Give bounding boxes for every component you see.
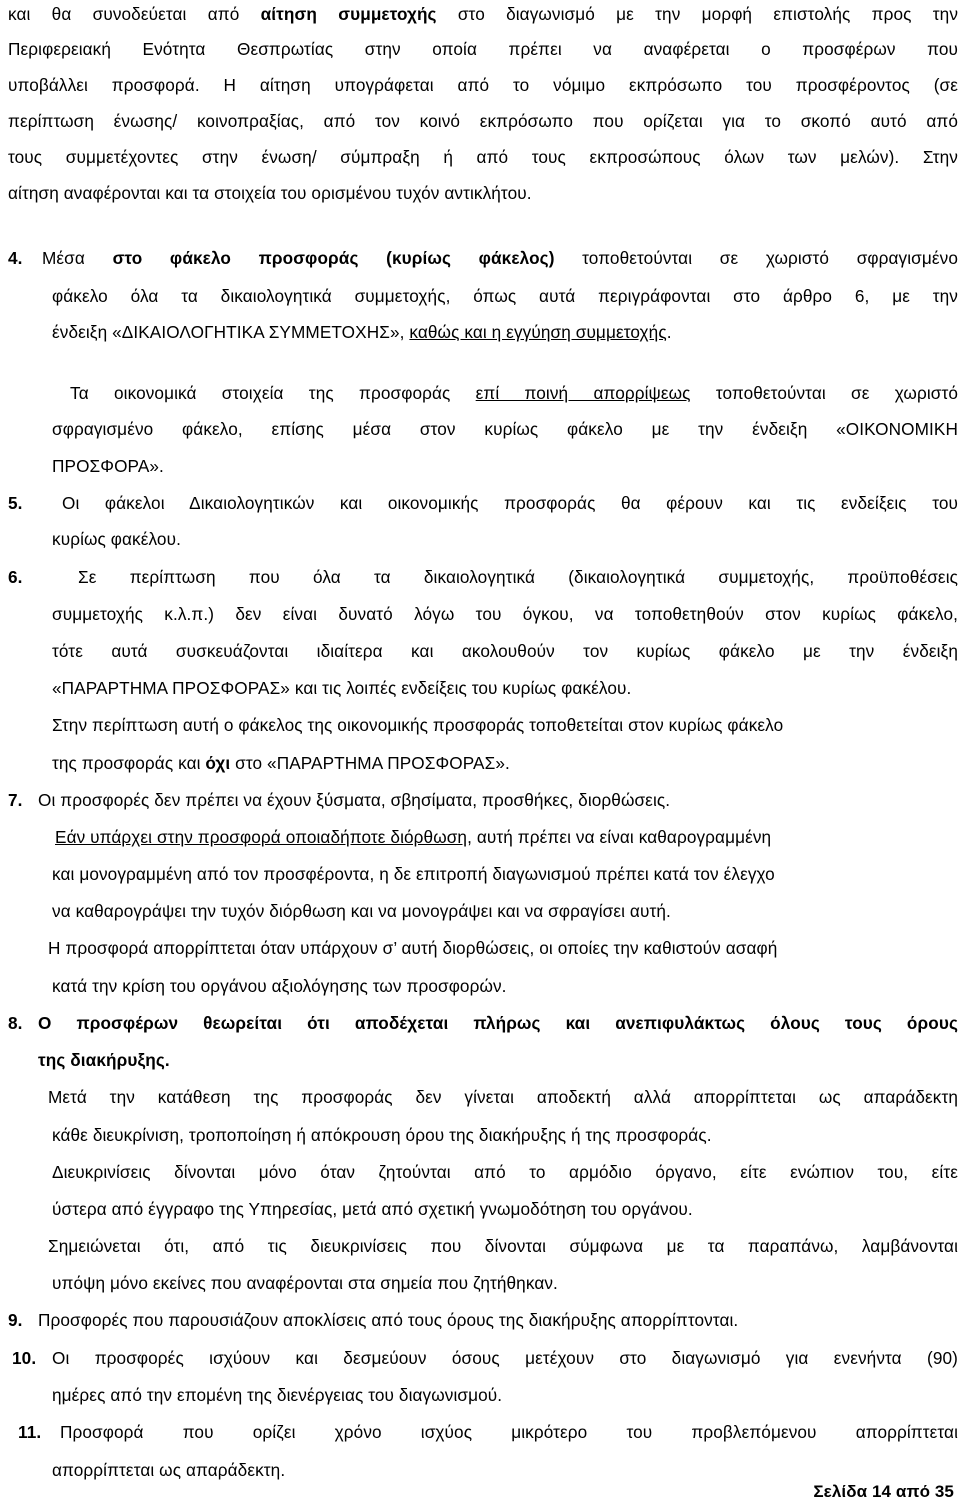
text-underlined: Εάν υπάρχει στην προσφορά οποιαδήποτε διόρθωση — [55, 827, 468, 847]
item-6-line-1: Σε περίπτωση που όλα τα δικαιολογητικά (δικαιολογητικά συμμετοχής, προϋποθέσεις — [78, 567, 958, 587]
intro-line-4: περίπτωση ένωσης/ κοινοπραξίας, από τον κοινό εκπρόσωπο που ορίζεται για το σκοπό αυτό από — [8, 111, 958, 131]
item-4-line-1 — [42, 247, 958, 269]
text: Μέσα — [42, 248, 113, 268]
item-6-line-6 — [52, 752, 510, 774]
item-9-line-1: Προσφορές που παρουσιάζουν αποκλίσεις από τους όρους της διακήρυξης απορρίπτονται. — [38, 1310, 739, 1330]
item-7-line-3: και μονογραμμένη από τον προσφέροντα, η δε επιτροπή διαγωνισμού πρέπει κατά τον έλεγχο — [52, 864, 775, 884]
item-8-line-6: ύστερα από έγγραφο της Υπηρεσίας, μετά από σχετική γνωμοδότηση του οργάνου. — [52, 1199, 693, 1219]
item-7-line-4: να καθαρογράψει την τυχόν διόρθωση και να μονογράψει και να σφραγίσει αυτή. — [52, 901, 671, 921]
text: στο διαγωνισμό με την μορφή επιστολής προς την — [436, 4, 959, 24]
item-10-line-2: ημέρες από την επομένη της διενέργειας του διαγωνισμού. — [52, 1385, 503, 1405]
item-8-line-4: κάθε διευκρίνιση, τροποποίηση ή απόκρουση όρου της διακήρυξης ή της προσφοράς. — [52, 1125, 712, 1145]
item-7-line-2 — [55, 826, 771, 848]
intro-line-2: Περιφερειακή Ενότητα Θεσπρωτίας στην οποία πρέπει να αναφέρεται ο προσφέρων που — [8, 39, 958, 59]
item-8-line-2: της διακήρυξης. — [38, 1050, 170, 1070]
item-6-line-4: «ΠΑΡΑΡΤΗΜΑ ΠΡΟΣΦΟΡΑΣ» και τις λοιπές ενδείξεις του κυρίως φακέλου. — [52, 678, 632, 698]
item-4-para2-line-3: ΠΡΟΣΦΟΡΑ». — [52, 456, 164, 476]
text: και θα συνοδεύεται από — [8, 4, 261, 24]
item-11-line-2: απορρίπτεται ως απαράδεκτη. — [52, 1460, 286, 1480]
item-7-line-6: κατά την κρίση του οργάνου αξιολόγησης των προσφορών. — [52, 976, 507, 996]
item-7-line-5: Η προσφορά απορρίπτεται όταν υπάρχουν σ’ αυτή διορθώσεις, οι οποίες την καθιστούν ασαφή — [48, 938, 778, 958]
item-8-line-8: υπόψη μόνο εκείνες που αναφέρονται στα σημεία που ζητήθηκαν. — [52, 1273, 558, 1293]
text: . — [666, 322, 672, 342]
item-8-line-5: Διευκρινίσεις δίνονται μόνο όταν ζητούνται από το αρμόδιο όργανο, είτε ενώπιον του, είτε — [52, 1162, 958, 1182]
text-bold: στο φάκελο προσφοράς (κυρίως φάκελος) — [112, 248, 555, 268]
item-6-number: 6. — [8, 567, 23, 587]
item-4-para2-line-2: σφραγισμένο φάκελο, επίσης μέσα στον κυρίως φάκελο με την ένδειξη «ΟΙΚΟΝΟΜΙΚΗ — [52, 419, 958, 439]
item-10-line-1: Οι προσφορές ισχύουν και δεσμεύουν όσους μετέχουν στο διαγωνισμό για ενενήντα (90) — [52, 1348, 958, 1368]
item-4-line-2: φάκελο όλα τα δικαιολογητικά συμμετοχής, όπως αυτά περιγράφονται στο άρθρο 6, με την — [52, 286, 958, 306]
text: Τα οικονομικά στοιχεία της προσφοράς — [70, 383, 476, 403]
text: της προσφοράς και — [52, 753, 206, 773]
intro-line-3: υποβάλλει προσφορά. Η αίτηση υπογράφεται από το νόμιμο εκπρόσωπο του προσφέροντος (σε — [8, 75, 958, 95]
item-4-para2-line-1 — [70, 382, 958, 404]
item-9-number: 9. — [8, 1310, 23, 1330]
intro-line-6: αίτηση αναφέρονται και τα στοιχεία του ορισμένου τυχόν αντικλήτου. — [8, 183, 532, 203]
text-bold: όχι — [205, 753, 231, 773]
item-6-line-3: τότε αυτά συσκευάζονται ιδιαίτερα και ακολουθούν τον κυρίως φάκελο με την ένδειξη — [52, 641, 958, 661]
item-11-line-1: Προσφορά που ορίζει χρόνο ισχύος μικρότερο του προβλεπόμενου απορρίπτεται — [60, 1422, 958, 1442]
item-4-number: 4. — [8, 248, 23, 268]
item-7-line-1: Οι προσφορές δεν πρέπει να έχουν ξύσματα, σβησίματα, προσθήκες, διορθώσεις. — [38, 790, 671, 810]
item-5-number: 5. — [8, 493, 23, 513]
intro-line-1 — [8, 3, 958, 25]
text: τοποθετούνται σε χωριστό — [690, 383, 958, 403]
item-6-line-5: Στην περίπτωση αυτή ο φάκελος της οικονομικής προσφοράς τοποθετείται στον κυρίως φάκελο — [52, 715, 784, 735]
item-8-line-1: Ο προσφέρων θεωρείται ότι αποδέχεται πλήρως και ανεπιφυλάκτως όλους τους όρους — [38, 1013, 958, 1033]
item-8-line-3: Μετά την κατάθεση της προσφοράς δεν γίνεται αποδεκτή αλλά απορρίπτεται ως απαράδεκτη — [48, 1087, 958, 1107]
item-7-number: 7. — [8, 790, 23, 810]
item-4-line-3 — [52, 321, 672, 343]
page-number: Σελίδα 14 από 35 — [813, 1482, 954, 1501]
text-bold: αίτηση συμμετοχής — [260, 4, 437, 24]
item-11-number: 11. — [18, 1422, 42, 1442]
text: τοποθετούνται σε χωριστό σφραγισμένο — [554, 248, 958, 268]
intro-line-5: τους συμμετέχοντες στην ένωση/ σύμπραξη ή από τους εκπροσώπους όλων των μελών). Στην — [8, 147, 958, 167]
item-5-line-2: κυρίως φακέλου. — [52, 529, 181, 549]
item-5-line-1: Οι φάκελοι Δικαιολογητικών και οικονομικής προσφοράς θα φέρουν και τις ενδείξεις του — [62, 493, 958, 513]
text: ένδειξη «ΔΙΚΑΙΟΛΟΓΗΤΙΚΑ ΣΥΜΜΕΤΟΧΗΣ», — [52, 322, 410, 342]
text-underlined: επί ποινή απορρίψεως — [475, 383, 691, 403]
item-6-line-2: συμμετοχής κ.λ.π.) δεν είναι δυνατό λόγω του όγκου, να τοποθετηθούν στον κυρίως φάκελο, — [52, 604, 958, 624]
item-10-number: 10. — [12, 1348, 37, 1368]
item-8-line-7: Σημειώνεται ότι, από τις διευκρινίσεις που δίνονται σύμφωνα με τα παραπάνω, λαμβάνονται — [48, 1236, 958, 1256]
text-underlined: καθώς και η εγγύηση συμμετοχής — [409, 322, 667, 342]
text: στο «ΠΑΡΑΡΤΗΜΑ ΠΡΟΣΦΟΡΑΣ». — [230, 753, 510, 773]
text: , αυτή πρέπει να είναι καθαρογραμμένη — [467, 827, 772, 847]
item-8-number: 8. — [8, 1013, 23, 1033]
